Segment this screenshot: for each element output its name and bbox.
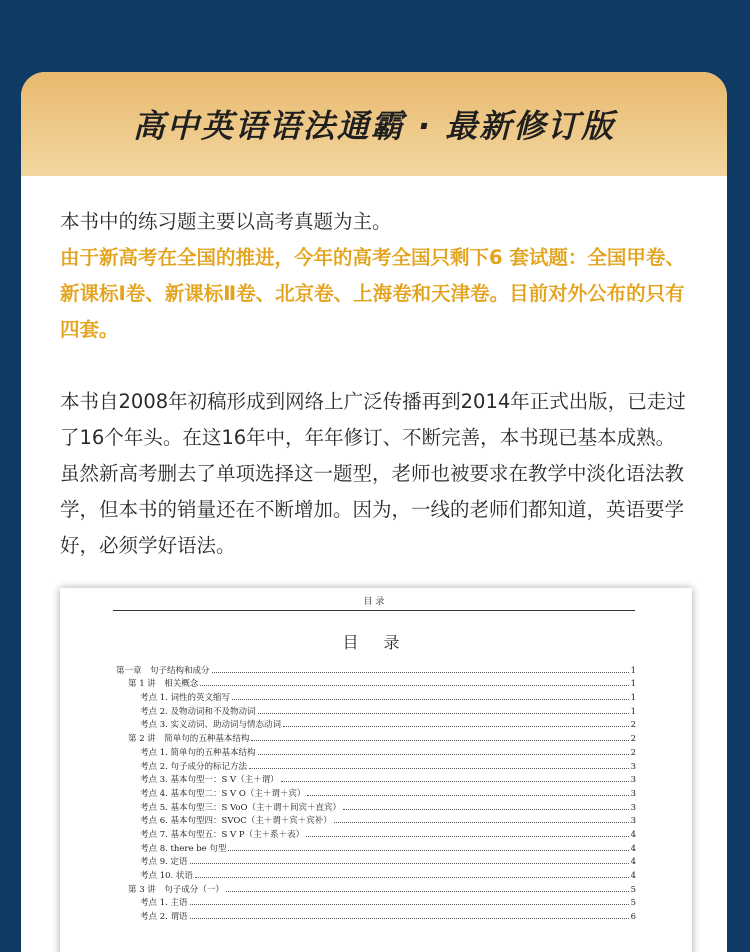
toc-page-number: 1 [630,693,636,704]
toc-label: 考点 9. 定语 [140,857,188,868]
toc-row [116,867,636,881]
toc-document-image [60,588,692,952]
toc-row [116,717,636,731]
toc-label: 考点 6. 基本句型四：SVOC（主＋谓＋宾＋宾补） [140,816,332,827]
toc-page-number: 1 [630,679,636,690]
toc-page-number: 3 [630,802,636,813]
toc-leader-dots [258,754,629,755]
toc-page-number: 4 [630,843,636,854]
toc-leader-dots [258,713,629,714]
toc-label: 考点 1. 主语 [140,898,188,909]
toc-label: 考点 7. 基本句型五：S V P（主＋系＋表） [140,829,305,840]
toc-row [116,895,636,909]
toc-row [116,730,636,744]
toc-page-number: 1 [630,665,636,676]
toc-row [116,662,636,676]
toc-leader-dots [306,836,628,837]
toc-leader-dots [249,768,629,769]
toc-page-number: 4 [630,829,636,840]
toc-label: 考点 2. 句子成分的标记方法 [140,761,248,772]
toc-label: 第一章 句子结构和成分 [116,665,210,676]
toc-leader-dots [307,795,628,796]
toc-leader-dots [190,863,629,864]
toc-page-number: 4 [630,857,636,868]
toc-row [116,785,636,799]
highlight-paragraph: 由于新高考在全国的推进，今年的高考全国只剩下6 套试题：全国甲卷、新课标Ⅰ卷、新课标Ⅱ卷、北京卷、上海卷和天津卷。目前对外公布的只有四套。 [60,246,685,341]
toc-row [116,689,636,703]
intro-text [60,204,692,564]
doc-toc-title: 目 录 [342,633,410,652]
toc-label: 第 3 讲 句子成分（一） [128,884,224,895]
toc-page-number: 3 [630,761,636,772]
toc-label: 考点 4. 基本句型二：S V O（主＋谓＋宾） [140,788,306,799]
toc-page-number: 5 [630,898,636,909]
toc-label: 第 2 讲 简单句的五种基本结构 [128,734,250,745]
toc-row [116,840,636,854]
toc-row [116,703,636,717]
toc-page-number: 4 [630,871,636,881]
toc-page-number: 2 [630,747,636,758]
toc-label: 考点 1. 词性的英文缩写 [140,693,231,704]
toc-page-number: 3 [630,775,636,786]
toc-leader-dots [283,726,629,727]
toc-page-number: 1 [630,706,636,717]
page-title: 高中英语语法通霸 · 最新修订版 [132,107,616,145]
toc-leader-dots [190,918,629,919]
toc-leader-dots [212,672,629,673]
toc-label: 第 1 讲 相关概念 [128,679,199,690]
toc-leader-dots [200,685,628,686]
toc-leader-dots [195,877,629,878]
toc-label: 考点 8. there be 句型 [140,843,227,854]
toc-row [116,854,636,868]
toc-label: 考点 10. 状语 [140,871,193,881]
toc-row [116,744,636,758]
toc-leader-dots [343,809,629,810]
toc-label: 考点 1. 简单句的五种基本结构 [140,747,256,758]
toc-label: 考点 2. 谓语 [140,912,188,923]
toc-leader-dots [228,850,628,851]
toc-label: 考点 2. 及物动词和不及物动词 [140,706,256,717]
toc-row [116,758,636,772]
title-banner [21,72,727,176]
toc-leader-dots [226,891,629,892]
toc-row [116,826,636,840]
toc-row [116,799,636,813]
toc-row [116,813,636,827]
toc-list [116,662,636,922]
toc-label: 考点 3. 基本句型一：S V（主＋谓） [140,775,279,786]
content-card [21,72,727,952]
toc-page-number: 6 [630,912,636,923]
toc-leader-dots [190,904,629,905]
toc-page-number: 2 [630,734,636,745]
toc-leader-dots [251,740,628,741]
toc-page-number: 5 [630,884,636,895]
toc-label: 考点 3. 实义动词、助动词与情态动词 [140,720,282,731]
history-paragraph: 本书自2008年初稿形成到网络上广泛传播再到2014年正式出版，已走过了16个年头。在这16年中，年年修订、不断完善，本书现已基本成熟。虽然新高考删去了单项选择这一题型，老师也被要求在教学中淡化语法教学，但本书的销量还在不断增加。因为，一线的老师们都知道，英语要学好，必须学好语法。 [60,390,686,557]
doc-running-header: 目 录 [113,594,635,611]
toc-label: 考点 5. 基本句型三：S VoO（主＋谓＋间宾＋直宾） [140,802,341,813]
toc-row [116,881,636,895]
toc-leader-dots [281,781,629,782]
toc-leader-dots [232,699,629,700]
toc-page-number: 3 [630,788,636,799]
toc-leader-dots [334,822,629,823]
toc-row [116,676,636,690]
toc-row [116,772,636,786]
intro-line: 本书中的练习题主要以高考真题为主。 [60,210,392,233]
toc-page-number: 2 [630,720,636,731]
toc-row [116,908,636,922]
toc-page-number: 3 [630,816,636,827]
